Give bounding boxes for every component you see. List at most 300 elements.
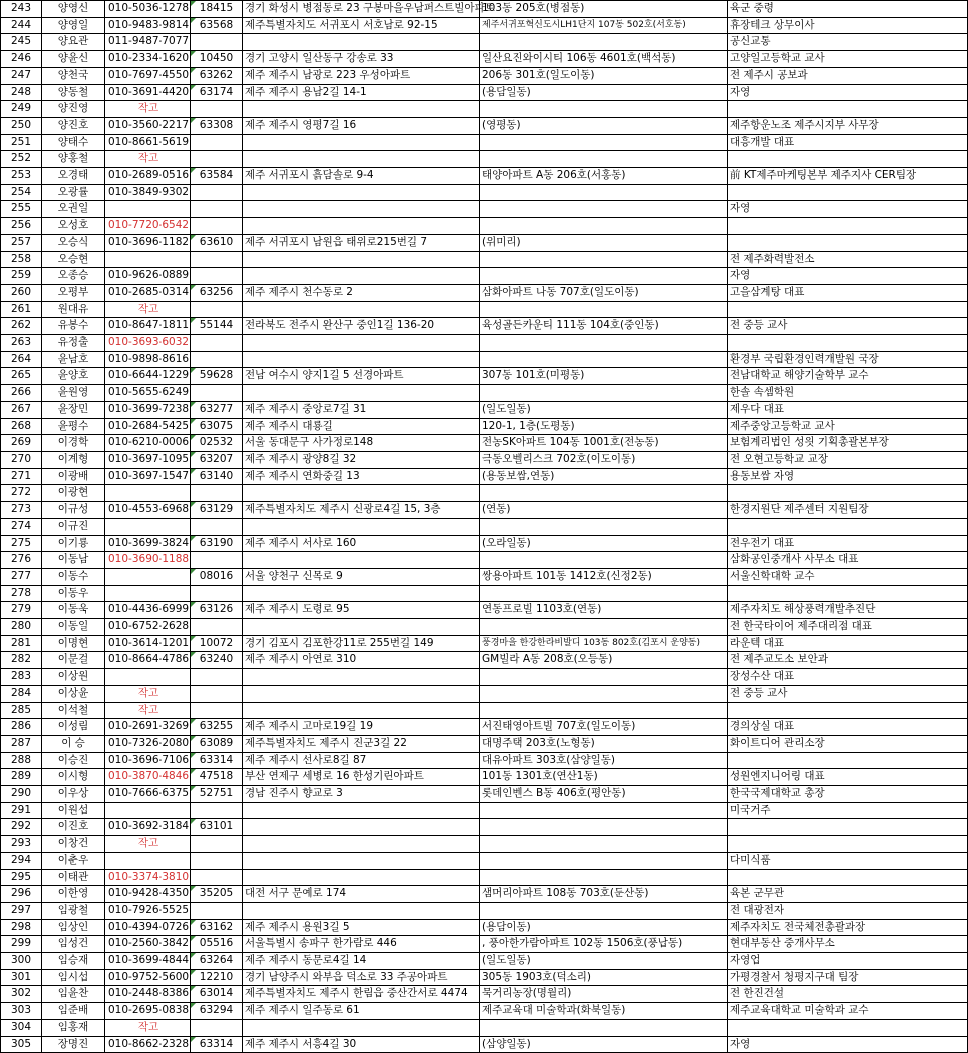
table-row [1,268,968,285]
table-row [1,84,968,101]
postal-code-cell: 52751 [191,786,243,803]
row-number-cell: 261 [1,301,42,318]
occupation-cell: 현대부동산 중개사무소 [728,936,968,953]
table-row [1,619,968,636]
member-name-cell: 양요관 [42,34,105,51]
address-cell: 제주특별자치도 제주시 한림읍 중산간서로 4474 [243,986,480,1003]
address-detail-cell: 101동 1301호(연산1동) [480,769,728,786]
postal-code-cell [191,34,243,51]
row-number-cell: 277 [1,568,42,585]
address-detail-cell: 120-1, 1층(도평동) [480,418,728,435]
row-number-cell: 293 [1,836,42,853]
address-cell [243,619,480,636]
occupation-cell: 장성수산 대표 [728,669,968,686]
phone-number-cell [105,852,191,869]
member-name-cell: 양홍철 [42,151,105,168]
address-cell [243,552,480,569]
table-row [1,234,968,251]
row-number-cell: 286 [1,719,42,736]
member-name-cell: 이우상 [42,786,105,803]
occupation-cell: 한솔 속셈학원 [728,385,968,402]
address-detail-cell: 연동프로빌 1103호(연동) [480,602,728,619]
address-detail-cell [480,34,728,51]
row-number-cell: 297 [1,902,42,919]
row-number-cell: 267 [1,401,42,418]
phone-number-cell: 010-2695-0838 [105,1003,191,1020]
phone-number-cell: 010-3691-4420 [105,84,191,101]
table-row [1,635,968,652]
occupation-cell: 제주자치도 전국체전총괄과장 [728,919,968,936]
postal-code-cell [191,902,243,919]
row-number-cell: 284 [1,685,42,702]
table-row [1,168,968,185]
table-row [1,986,968,1003]
member-name-cell: 이석철 [42,702,105,719]
row-number-cell: 274 [1,518,42,535]
table-row [1,418,968,435]
postal-code-cell: 63101 [191,819,243,836]
address-detail-cell [480,802,728,819]
row-number-cell: 292 [1,819,42,836]
phone-number-cell: 010-6752-2628 [105,619,191,636]
row-number-cell: 300 [1,953,42,970]
table-row [1,902,968,919]
address-detail-cell [480,869,728,886]
address-detail-cell [480,585,728,602]
postal-code-cell: 63129 [191,502,243,519]
address-cell [243,852,480,869]
table-row [1,585,968,602]
postal-code-cell: 08016 [191,568,243,585]
member-name-cell: 장명진 [42,1036,105,1053]
occupation-cell: 전 제주교도소 보안과 [728,652,968,669]
occupation-cell: 제주중앙고등학교 교사 [728,418,968,435]
phone-number-cell: 010-2691-3269 [105,719,191,736]
member-name-cell: 임시섭 [42,969,105,986]
row-number-cell: 305 [1,1036,42,1053]
address-cell [243,201,480,218]
address-detail-cell [480,184,728,201]
postal-code-cell: 63075 [191,418,243,435]
row-number-cell: 272 [1,485,42,502]
address-cell: 전라북도 전주시 완산구 중인1길 136-20 [243,318,480,335]
address-detail-cell [480,201,728,218]
member-name-cell: 이명현 [42,635,105,652]
postal-code-cell [191,268,243,285]
postal-code-cell: 12210 [191,969,243,986]
member-name-cell: 이규진 [42,518,105,535]
member-name-cell: 윤평수 [42,418,105,435]
row-number-cell: 262 [1,318,42,335]
occupation-cell [728,752,968,769]
phone-number-cell: 작고 [105,151,191,168]
address-cell: 제주 제주시 서사로 160 [243,535,480,552]
postal-code-cell: 63264 [191,953,243,970]
address-detail-cell: 305동 1903호(덕소리) [480,969,728,986]
member-name-cell: 이성림 [42,719,105,736]
postal-code-cell [191,518,243,535]
address-detail-cell [480,351,728,368]
member-name-cell: 임승재 [42,953,105,970]
phone-number-cell: 010-3690-1188 [105,552,191,569]
postal-code-cell [191,134,243,151]
row-number-cell: 301 [1,969,42,986]
address-detail-cell: 전농SK아파트 104동 1001호(전농동) [480,435,728,452]
table-row [1,101,968,118]
phone-number-cell [105,802,191,819]
address-cell: 서울특별시 송파구 한가람로 446 [243,936,480,953]
occupation-cell: 제주항운노조 제주시지부 사무장 [728,117,968,134]
address-detail-cell: 롯데인벤스 B동 406호(평안동) [480,786,728,803]
member-name-cell: 이동수 [42,568,105,585]
postal-code-cell [191,852,243,869]
row-number-cell: 303 [1,1003,42,1020]
phone-number-cell: 010-8661-5619 [105,134,191,151]
address-detail-cell: (연동) [480,502,728,519]
member-name-cell: 오평부 [42,284,105,301]
row-number-cell: 264 [1,351,42,368]
table-row [1,318,968,335]
row-number-cell: 280 [1,619,42,636]
row-number-cell: 279 [1,602,42,619]
table-row [1,685,968,702]
table-row [1,502,968,519]
table-row [1,117,968,134]
table-row [1,568,968,585]
table-row [1,652,968,669]
row-number-cell: 243 [1,1,42,18]
row-number-cell: 283 [1,669,42,686]
member-name-cell: 오승식 [42,234,105,251]
table-row [1,435,968,452]
row-number-cell: 260 [1,284,42,301]
member-name-cell: 오광률 [42,184,105,201]
phone-number-cell: 010-7720-6542 [105,218,191,235]
occupation-cell: 고양일고등학교 교사 [728,51,968,68]
postal-code-cell: 63255 [191,719,243,736]
address-cell: 제주 제주시 도령로 95 [243,602,480,619]
address-detail-cell: 극동오벨리스크 702호(이도이동) [480,451,728,468]
phone-number-cell: 작고 [105,101,191,118]
member-name-cell: 오권일 [42,201,105,218]
address-detail-cell: 일산요진와이시티 106동 4601호(백석동) [480,51,728,68]
phone-number-cell: 010-2689-0516 [105,168,191,185]
address-detail-cell: (위미리) [480,234,728,251]
member-name-cell: 임상인 [42,919,105,936]
address-detail-cell: 쌍용아파트 101동 1412호(신정2동) [480,568,728,585]
member-name-cell: 이경학 [42,435,105,452]
address-detail-cell [480,1019,728,1036]
phone-number-cell: 010-4394-0726 [105,919,191,936]
row-number-cell: 271 [1,468,42,485]
occupation-cell: 자영 [728,84,968,101]
phone-number-cell: 010-3696-7106 [105,752,191,769]
table-row [1,1019,968,1036]
address-cell: 제주 제주시 용원3길 5 [243,919,480,936]
postal-code-cell [191,251,243,268]
address-detail-cell: 묵거리농장(명월리) [480,986,728,1003]
postal-code-cell: 63294 [191,1003,243,1020]
address-cell: 제주 제주시 중앙로7길 31 [243,401,480,418]
address-detail-cell [480,902,728,919]
phone-number-cell: 작고 [105,1019,191,1036]
table-row [1,218,968,235]
row-number-cell: 251 [1,134,42,151]
member-name-cell: 이계형 [42,451,105,468]
address-cell [243,518,480,535]
table-row [1,669,968,686]
row-number-cell: 265 [1,368,42,385]
address-detail-cell: (삼양일동) [480,1036,728,1053]
postal-code-cell: 10450 [191,51,243,68]
phone-number-cell: 010-7666-6375 [105,786,191,803]
occupation-cell: 육본 군무관 [728,886,968,903]
table-row [1,819,968,836]
postal-code-cell: 10072 [191,635,243,652]
row-number-cell: 246 [1,51,42,68]
address-detail-cell [480,619,728,636]
occupation-cell: 제우다 대표 [728,401,968,418]
occupation-cell: 자영 [728,1036,968,1053]
address-cell [243,819,480,836]
postal-code-cell [191,702,243,719]
phone-number-cell [105,201,191,218]
row-number-cell: 257 [1,234,42,251]
occupation-cell: 미국거주 [728,802,968,819]
address-cell: 경남 진주시 향교로 3 [243,786,480,803]
address-detail-cell [480,301,728,318]
phone-number-cell: 010-3699-3824 [105,535,191,552]
phone-number-cell: 010-2560-3842 [105,936,191,953]
occupation-cell: 휴장테크 상무이사 [728,17,968,34]
address-cell [243,802,480,819]
table-row [1,301,968,318]
postal-code-cell: 63584 [191,168,243,185]
occupation-cell [728,702,968,719]
row-number-cell: 269 [1,435,42,452]
occupation-cell: 서울신학대학 교수 [728,568,968,585]
address-detail-cell: 풍경마을 한강한라비발디 103동 802호(김포시 운양동) [480,635,728,652]
postal-code-cell [191,802,243,819]
postal-code-cell [191,619,243,636]
address-detail-cell [480,485,728,502]
member-name-cell: 윤남호 [42,351,105,368]
row-number-cell: 250 [1,117,42,134]
member-name-cell: 이창건 [42,836,105,853]
member-name-cell: 임광철 [42,902,105,919]
occupation-cell: 前 KT제주마케팅본부 제주지사 CER팀장 [728,168,968,185]
phone-number-cell: 010-8664-4786 [105,652,191,669]
member-name-cell: 오승현 [42,251,105,268]
address-detail-cell [480,385,728,402]
row-number-cell: 255 [1,201,42,218]
address-cell: 경기 화성시 병점동로 23 구봉마을우남퍼스트빌아파트 [243,1,480,18]
table-row [1,719,968,736]
table-row [1,1003,968,1020]
address-detail-cell: (용동보쌈,연동) [480,468,728,485]
occupation-cell [728,869,968,886]
postal-code-cell: 63240 [191,652,243,669]
member-name-cell: 오종승 [42,268,105,285]
row-number-cell: 295 [1,869,42,886]
phone-number-cell: 010-3692-3184 [105,819,191,836]
address-detail-cell [480,819,728,836]
row-number-cell: 256 [1,218,42,235]
address-detail-cell: 307동 101호(미평동) [480,368,728,385]
phone-number-cell: 010-3560-2217 [105,117,191,134]
occupation-cell [728,836,968,853]
address-cell: 전남 여수시 양지1길 5 선경아파트 [243,368,480,385]
address-cell: 경기 고양시 일산동구 강송로 33 [243,51,480,68]
member-name-cell: 임성건 [42,936,105,953]
address-cell [243,335,480,352]
address-detail-cell: (일도일동) [480,953,728,970]
postal-code-cell: 63277 [191,401,243,418]
phone-number-cell: 010-8647-1811 [105,318,191,335]
row-number-cell: 302 [1,986,42,1003]
address-cell: 제주 제주시 선사로8길 87 [243,752,480,769]
postal-code-cell: 63314 [191,1036,243,1053]
member-name-cell: 이동우 [42,585,105,602]
row-number-cell: 296 [1,886,42,903]
table-row [1,752,968,769]
table-row [1,485,968,502]
occupation-cell [728,301,968,318]
occupation-cell: 공신교통 [728,34,968,51]
occupation-cell [728,218,968,235]
address-detail-cell: 태양아파트 A동 206호(서홍동) [480,168,728,185]
address-detail-cell [480,852,728,869]
member-name-cell: 양태수 [42,134,105,151]
row-number-cell: 304 [1,1019,42,1036]
row-number-cell: 294 [1,852,42,869]
phone-number-cell: 작고 [105,836,191,853]
occupation-cell [728,335,968,352]
occupation-cell [728,184,968,201]
address-cell: 경기 남양주시 와부읍 덕소로 33 주공아파트 [243,969,480,986]
member-name-cell: 이동욱 [42,602,105,619]
table-row [1,936,968,953]
table-row [1,17,968,34]
address-cell [243,385,480,402]
address-cell [243,351,480,368]
postal-code-cell [191,485,243,502]
occupation-cell: 전 한국타이어 제주대리점 대표 [728,619,968,636]
row-number-cell: 254 [1,184,42,201]
member-name-cell: 이광현 [42,485,105,502]
table-row [1,602,968,619]
address-detail-cell [480,552,728,569]
phone-number-cell [105,485,191,502]
member-name-cell: 이광배 [42,468,105,485]
postal-code-cell [191,685,243,702]
occupation-cell: 육군 중령 [728,1,968,18]
address-cell: 제주 제주시 연화중길 13 [243,468,480,485]
postal-code-cell: 63014 [191,986,243,1003]
address-cell: 서울 동대문구 사가정로148 [243,435,480,452]
row-number-cell: 270 [1,451,42,468]
postal-code-cell: 02532 [191,435,243,452]
member-name-cell: 윤양호 [42,368,105,385]
occupation-cell: 한경지원단 제주센터 지원팀장 [728,502,968,519]
address-detail-cell [480,836,728,853]
occupation-cell [728,485,968,502]
phone-number-cell: 010-2684-5425 [105,418,191,435]
address-detail-cell [480,251,728,268]
member-name-cell: 이문걸 [42,652,105,669]
address-detail-cell: 103동 205호(병점동) [480,1,728,18]
member-name-cell: 오성호 [42,218,105,235]
row-number-cell: 298 [1,919,42,936]
address-cell: 제주특별자치도 제주시 신광로4길 15, 3층 [243,502,480,519]
table-row [1,1036,968,1053]
postal-code-cell: 63207 [191,451,243,468]
address-detail-cell: (오라일동) [480,535,728,552]
address-cell [243,836,480,853]
address-detail-cell: 대유아파트 303호(삼양일동) [480,752,728,769]
table-row [1,919,968,936]
address-cell [243,301,480,318]
address-detail-cell [480,151,728,168]
address-detail-cell [480,134,728,151]
postal-code-cell: 59628 [191,368,243,385]
table-row [1,368,968,385]
member-name-cell: 양영신 [42,1,105,18]
postal-code-cell: 63190 [191,535,243,552]
table-row [1,702,968,719]
address-cell: 제주 제주시 용남2길 14-1 [243,84,480,101]
address-detail-cell: 서진태영아트빌 707호(일도이동) [480,719,728,736]
row-number-cell: 253 [1,168,42,185]
phone-number-cell: 010-2685-0314 [105,284,191,301]
address-detail-cell [480,669,728,686]
member-name-cell: 이한영 [42,886,105,903]
row-number-cell: 288 [1,752,42,769]
postal-code-cell: 55144 [191,318,243,335]
phone-number-cell: 010-9752-5600 [105,969,191,986]
member-name-cell: 양진호 [42,117,105,134]
member-name-cell: 윤원영 [42,385,105,402]
address-cell [243,902,480,919]
table-row [1,184,968,201]
phone-number-cell: 010-6644-1229 [105,368,191,385]
address-cell [243,669,480,686]
table-body [1,1,968,1053]
phone-number-cell: 010-3696-1182 [105,234,191,251]
member-name-cell: 윤장민 [42,401,105,418]
phone-number-cell: 010-3870-4846 [105,769,191,786]
occupation-cell: 제주교육대학교 미술학과 교수 [728,1003,968,1020]
table-row [1,969,968,986]
member-name-cell: 유정출 [42,335,105,352]
postal-code-cell: 63162 [191,919,243,936]
occupation-cell: 전 대광전자 [728,902,968,919]
address-cell: 제주 제주시 고마로19길 19 [243,719,480,736]
occupation-cell [728,101,968,118]
phone-number-cell: 010-3849-9302 [105,184,191,201]
postal-code-cell: 05516 [191,936,243,953]
member-name-cell: 이상원 [42,669,105,686]
row-number-cell: 249 [1,101,42,118]
table-row [1,886,968,903]
table-row [1,151,968,168]
postal-code-cell [191,184,243,201]
member-name-cell: 양천국 [42,67,105,84]
postal-code-cell [191,151,243,168]
postal-code-cell [191,301,243,318]
member-name-cell: 이춘우 [42,852,105,869]
address-detail-cell: 제주서귀포혁신도시LH1단지 107동 502호(서호동) [480,17,728,34]
